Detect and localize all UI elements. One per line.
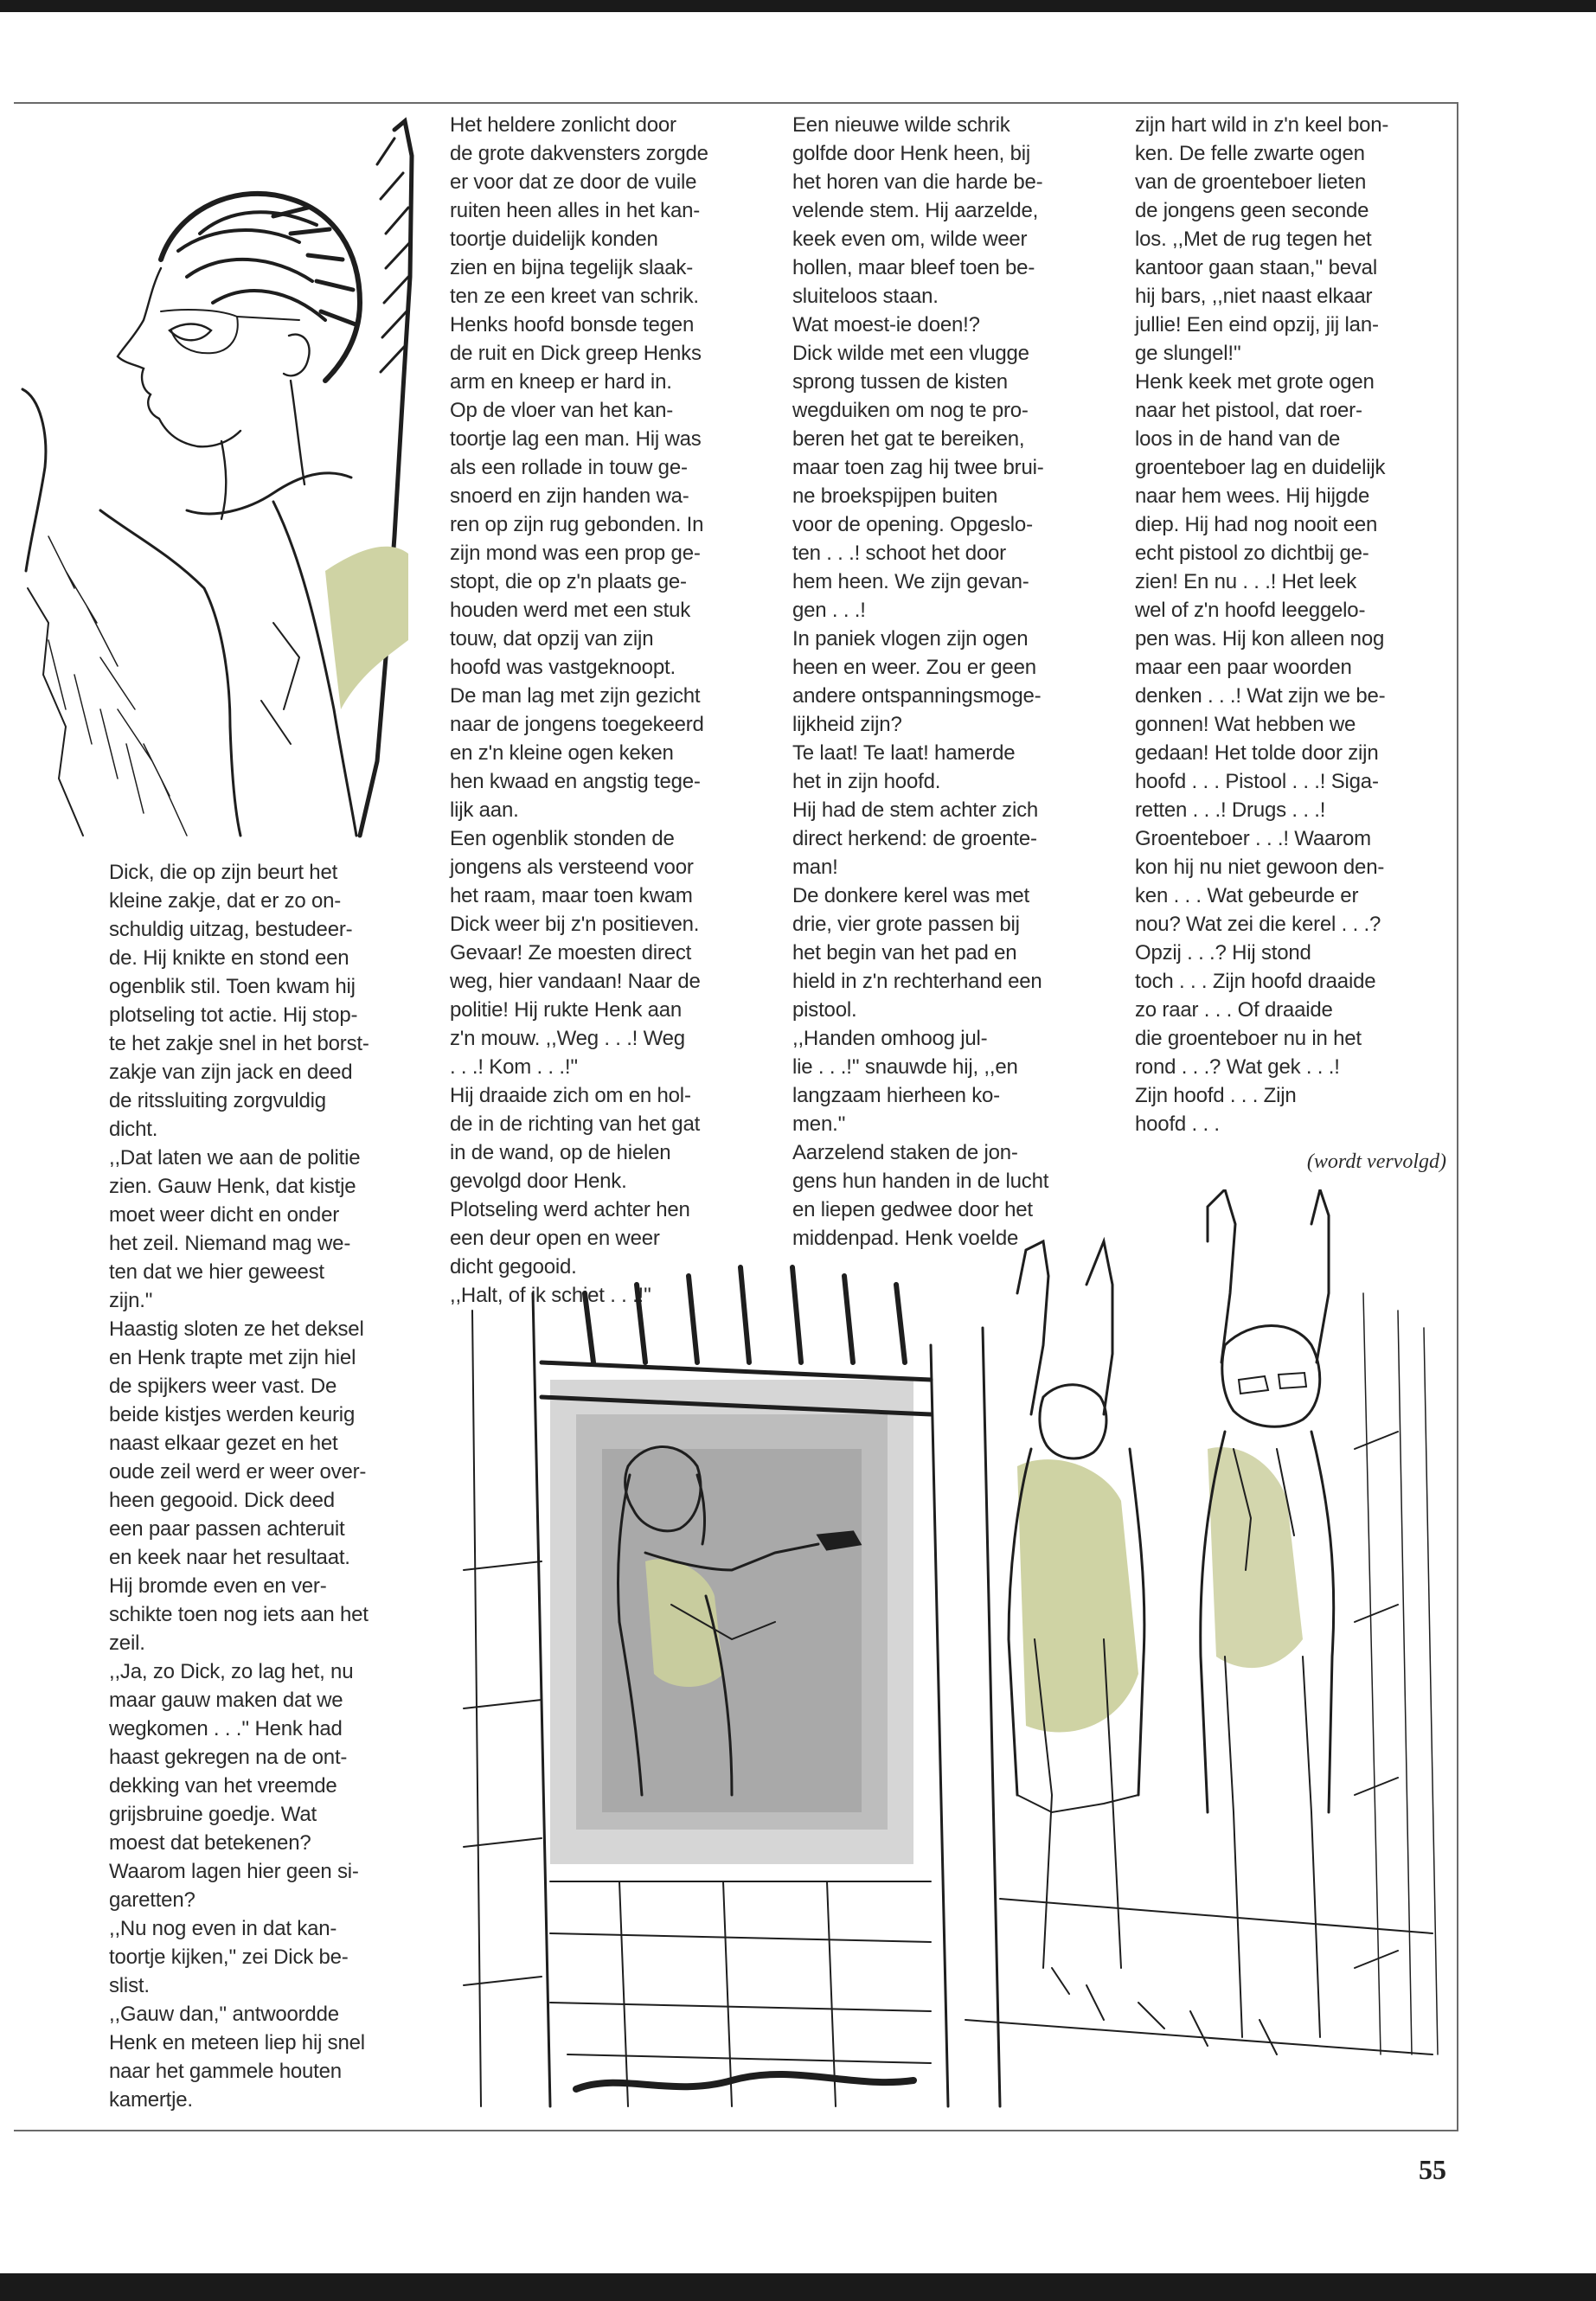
illustration-boy-profile — [14, 104, 420, 853]
article-column-2: Het heldere zonlicht door de grote dakvensters zorgde er voor dat ze door de vuile ruiten heen alles in het kan- toortje duidelijk konden zien en bijna tegelijk slaak- ten ze een kreet van schrik. Henks hoofd bonsde tegen de ruit en Dick greep Henks arm en kneep er hard in. Op de vloer van het kan- toortje lag een man. Hij was als een rollade in touw ge- snoerd en zijn handen wa- ren op zijn rug gebonden. In zijn mond was een prop ge- stopt, die op z'n plaats ge- houden werd met een stuk touw, dat opzij van zijn hoofd was vastgeknoopt. De man lag met zijn gezicht naar de jongens toegekeerd en z'n kleine ogen keken hen kwaad en angstig tege- lijk aan. Een ogenblik stonden de jongens als versteend voor het raam, maar toen kwam Dick weer bij z'n positieven. Gevaar! Ze moesten direct weg, hier vandaan! Naar de politie! Hij rukte Henk aan z'n mouw. ,,Weg . . .! Weg . . .! Kom . . .!'' Hij draaide zich om en hol- de in de richting van het gat in de wand, op de hielen gevolgd door Henk. Plotseling werd achter hen een deur open en weer dicht gegooid. ,,Halt, of ik schiet . . .!'' — [450, 113, 708, 1307]
to-be-continued-note: (wordt vervolgd) — [1306, 1150, 1446, 1173]
article-column-1: Dick, die op zijn beurt het kleine zakje, dat er zo on- schuldig uitzag, bestudeer- de. Hij knikte en stond een ogenblik stil. Toen kwam hij plotseling tot actie. Hij stop- te het zakje snel in het borst- zakje van zijn jack en deed de ritssluiting zorgvuldig dicht. ,,Dat laten we aan de politie zien. Gauw Henk, dat kistje moet weer dicht en onder het zeil. Niemand mag we- ten dat we hier geweest zijn.'' Haastig sloten ze het deksel en Henk trapte met zijn hiel de spijkers weer vast. De beide kistjes werden keurig naast elkaar gezet en het oude zeil werd er weer over- heen gegooid. Dick deed een paar passen achteruit en keek naar het resultaat. Hij bromde even en ver- schikte toen nog iets aan het zeil. ,,Ja, zo Dick, zo lag het, nu maar gauw maken dat we wegkomen . . .'' Henk had haast gekregen na de ont- dekking van het vreemde grijsbruine goedje. Wat moest dat betekenen? Waarom lagen hier geen si- garetten? ,,Nu nog even in dat kan- toortje kijken,'' zei Dick be- slist. ,,Gauw dan,'' antwoordde Henk en meteen liep hij snel naar het gammele houten kamertje. — [109, 861, 369, 2112]
article-column-3: Een nieuwe wilde schrik golfde door Henk heen, bij het horen van die harde be- velende stem. Hij aarzelde, keek even om, wilde weer hollen, maar bleef toen be- sluiteloos staan. Wat moest-ie doen!? Dick wilde met een vlugge sprong tussen de kisten wegduiken om nog te pro- beren het gat te bereiken, maar toen zag hij twee brui- ne broekspijpen buiten voor de opening. Opgeslo- ten . . .! schoot het door hem heen. We zijn gevan- gen . . .! In paniek vlogen zijn ogen heen en weer. Zou er geen andere ontspanningsmoge- lijkheid zijn? Te laat! Te laat! hamerde het in zijn hoofd. Hij had de stem achter zich direct herkend: de groente- man! De donkere kerel was met drie, vier grote passen bij het begin van het pad en hield in z'n rechterhand een pistool. ,,Handen omhoog jul- lie . . .!'' snauwde hij, ,,en langzaam hierheen ko- men.'' Aarzelend staken de jon- gens hun handen in de lucht en liepen gedwee door het middenpad. Henk voelde — [792, 113, 1049, 1250]
illustration-hands-up-scene — [446, 1189, 1446, 2128]
page-number: 55 — [1419, 2154, 1446, 2185]
article-column-4: zijn hart wild in z'n keel bon- ken. De felle zwarte ogen van de groenteboer lieten de jongens geen seconde los. ,,Met de rug tegen het kantoor gaan staan,'' beval hij bars, ,,niet naast elkaar jullie! Een eind opzij, jij lan- ge slungel!'' Henk keek met grote ogen naar het pistool, dat roer- loos in de hand van de groenteboer lag en duidelijk naar hem wees. Hij hijgde diep. Hij had nog nooit een echt pistool zo dichtbij ge- zien! En nu . . .! Het leek wel of z'n hoofd leeggelo- pen was. Hij kon alleen nog maar een paar woorden denken . . .! Wat zijn we be- gonnen! Wat hebben we gedaan! Het tolde door zijn hoofd . . . Pistool . . .! Siga- retten . . .! Drugs . . .! Groenteboer . . .! Waarom kon hij nu niet gewoon den- ken . . . Wat gebeurde er nou? Wat zei die kerel . . .? Opzij . . .? Hij stond toch . . . Zijn hoofd draaide zo raar . . . Of draaide die groenteboer nu in het rond . . .? Wat gek . . .! Zijn hoofd . . . Zijn hoofd . . . — [1135, 113, 1389, 1136]
scan-edge-bottom — [0, 2273, 1596, 2301]
scan-edge-top — [0, 0, 1596, 12]
